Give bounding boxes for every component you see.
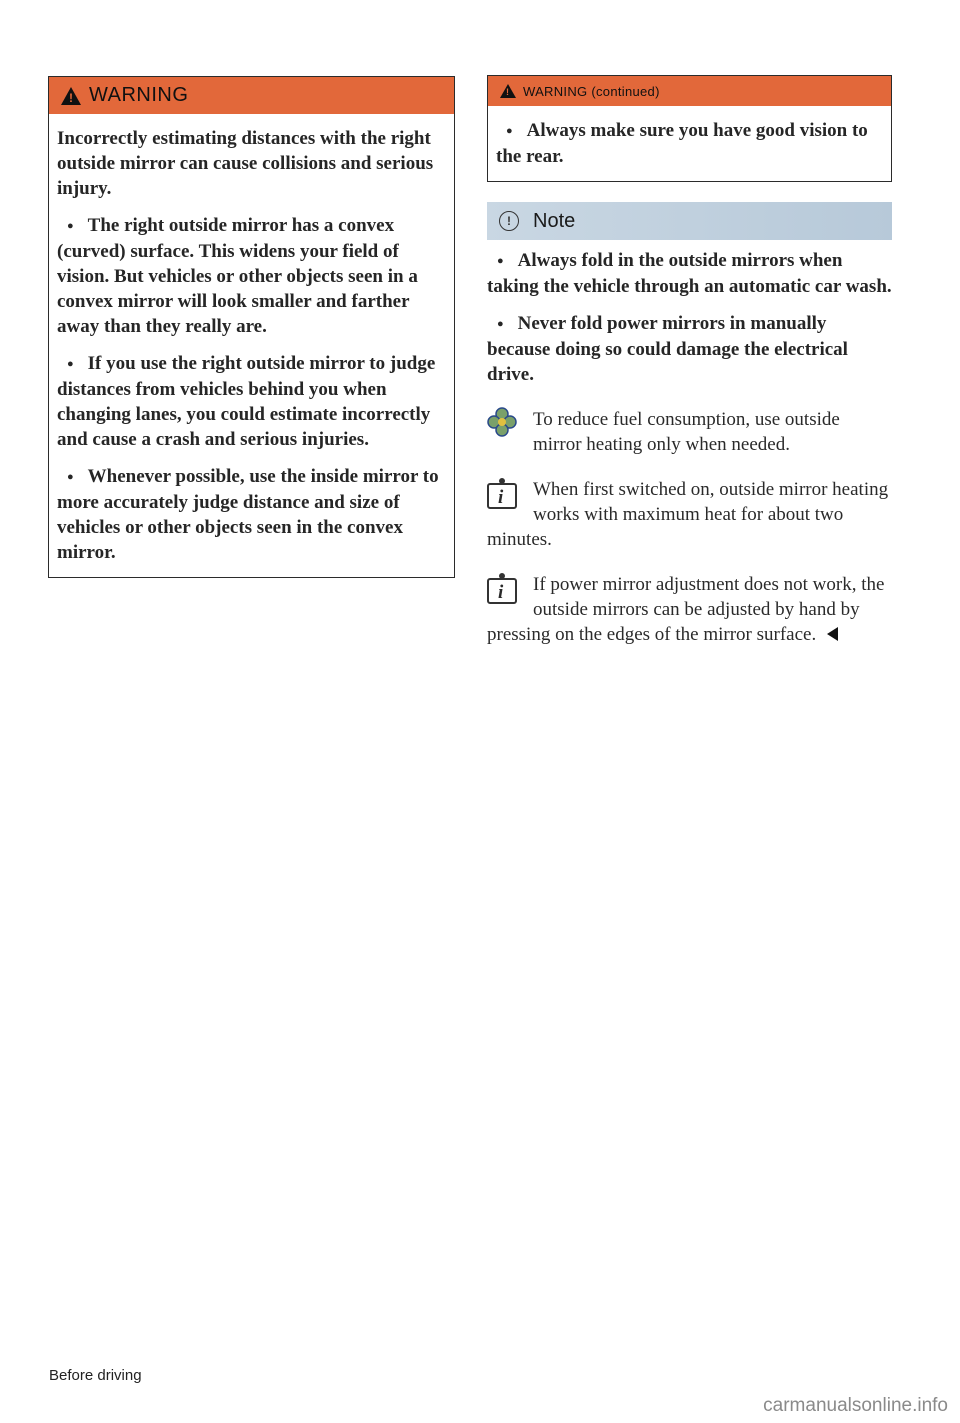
warning-continued-label: WARNING (continued) [523, 83, 660, 99]
warning-bullet-text: If you use the right outside mirror to judge distances from vehicles behind you when changing lanes, you could estimate incorrectly and cause a crash and serious injuries. [57, 353, 436, 450]
note-bullet [487, 311, 892, 387]
note-body [487, 240, 892, 387]
note-header [487, 202, 892, 240]
warning-box [48, 76, 455, 578]
warning-continued-body [488, 106, 891, 181]
note-exclamation-icon: ! [499, 211, 519, 231]
warning-continued-box [487, 75, 892, 182]
warning-bullet-text: Whenever possible, use the inside mirror to more accurately judge distance and size of vehicles or other objects seen in the convex mirror. [57, 466, 439, 563]
bullet-dot-icon: ● [67, 358, 74, 370]
warning-bullet [57, 351, 444, 452]
watermark: carmanualsonline.info [763, 1395, 948, 1416]
environment-flower-icon [487, 407, 525, 447]
warning-bullet [57, 464, 444, 565]
section-end-arrow-icon [827, 627, 838, 641]
tip-paragraph [487, 572, 892, 647]
tip-paragraph [487, 477, 892, 552]
bullet-dot-icon: ● [506, 125, 513, 137]
note-header-label: Note [533, 209, 576, 232]
tip-text: To reduce fuel consumption, use outside mirror heating only when needed. [533, 409, 840, 455]
page-footer-section: Before driving [49, 1367, 142, 1384]
warning-bullet-text: The right outside mirror has a convex (curved) surface. This widens your field of vision. But vehicles or other objects seen in a convex mirror will look smaller and farther away than they really are. [57, 215, 418, 337]
warning-triangle-icon [500, 84, 516, 98]
bullet-dot-icon: ● [67, 220, 74, 232]
warning-triangle-icon [61, 87, 81, 105]
bullet-dot-icon: ● [67, 471, 74, 483]
warning-body [49, 114, 454, 577]
warning-bullet-text: Always make sure you have good vision to the rear. [496, 120, 868, 167]
tip-text: If power mirror adjustment does not work, the outside mirrors can be adjusted by hand by pressing on the edges of the mirror surface. [487, 574, 885, 645]
tip-paragraph [487, 407, 892, 457]
warning-header [49, 77, 454, 114]
info-icon-wrapper [487, 477, 525, 517]
info-icon [487, 578, 517, 604]
left-column [48, 76, 455, 578]
bullet-dot-icon: ● [497, 255, 504, 267]
right-column [487, 75, 892, 647]
info-icon [487, 483, 517, 509]
note-bullet-text: Never fold power mirrors in manually because doing so could damage the electrical drive. [487, 313, 848, 385]
warning-header-label: WARNING [89, 84, 189, 106]
info-icon-wrapper [487, 572, 525, 612]
tip-text: When first switched on, outside mirror heating works with maximum heat for about two minutes. [487, 479, 889, 550]
warning-intro: Incorrectly estimating distances with the right outside mirror can cause collisions and serious injury. [57, 128, 434, 199]
bullet-dot-icon: ● [497, 318, 504, 330]
note-bullet [487, 248, 892, 299]
warning-bullet [57, 213, 444, 339]
warning-continued-header [488, 76, 891, 106]
warning-bullet [496, 118, 881, 169]
note-bullet-text: Always fold in the outside mirrors when taking the vehicle through an automatic car wash. [487, 250, 892, 297]
